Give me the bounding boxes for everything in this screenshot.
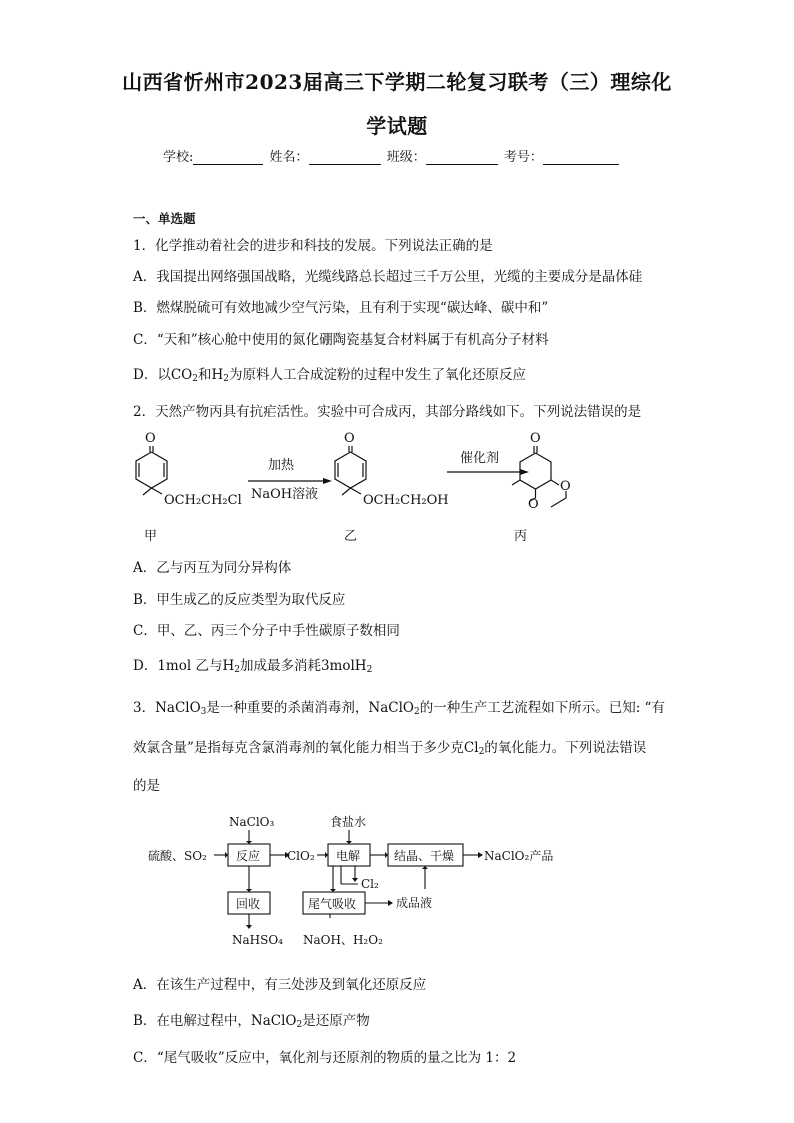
exam-title-line2: 学试题 [366, 114, 428, 138]
cl2-label: Cl₂ [361, 877, 379, 891]
q1-option-b: B．燃煤脱硫可有效地减少空气污染，且有利于实现“碳达峰、碳中和” [133, 300, 549, 316]
bing-oxygen-label: O [530, 431, 541, 446]
school-label: 学校: [163, 150, 194, 165]
q1-option-a: A．我国提出网络强国战略，光缆线路总长超过三千万公里，光缆的主要成分是晶体硅 [133, 269, 643, 285]
number-label: 考号： [503, 150, 543, 165]
student-info-fields [163, 146, 621, 165]
section-heading: 一、单选题 [133, 211, 196, 226]
jia-substituent: OCH₂CH₂Cl [164, 493, 242, 508]
finished-liquid-label: 成品液 [396, 896, 433, 910]
q3-option-a: A．在该生产过程中，有三处涉及到氧化还原反应 [133, 977, 427, 993]
crystal-dry-label: 结晶、干燥 [394, 849, 455, 863]
q2-option-d: D．1mol 乙与$H_2$加成最多消耗3molH$_2$ [133, 658, 373, 675]
compound-bing-label: 丙 [514, 529, 528, 544]
jia-oxygen-label: O [145, 431, 156, 446]
class-field[interactable] [426, 150, 498, 165]
q3-option-c: C．“尾气吸收”反应中，氧化剂与还原剂的物质的量之比为 1：2 [133, 1050, 517, 1066]
naclo3-label: NaClO₃ [229, 815, 275, 829]
q2-option-b: B．甲生成乙的反应类型为取代反应 [133, 592, 346, 608]
electrolysis-label: 电解 [336, 849, 361, 863]
arrow1-top-label: 加热 [268, 458, 295, 473]
q1-stem: 1．化学推动着社会的进步和科技的发展。下列说法正确的是 [133, 238, 493, 254]
q2-option-c: C．甲、乙、丙三个分子中手性碳原子数相同 [133, 623, 400, 639]
q3-stem-line1: 3．NaClO$_3$是一种重要的杀菌消毒剂，NaClO$_2$的一种生产工艺流程如下所示。已知: “有 [133, 700, 665, 717]
school-field[interactable] [193, 150, 263, 165]
exam-title-line1: 山西省忻州市2023届高三下学期二轮复习联考（三）理综化 [122, 70, 672, 94]
q3-stem-line3: 的是 [133, 778, 160, 794]
acid-so2-label: 硫酸、SO₂ [148, 849, 207, 863]
q2-option-a: A．乙与丙互为同分异构体 [133, 560, 292, 576]
name-field[interactable] [309, 150, 381, 165]
yi-oxygen-label: O [344, 431, 355, 446]
name-label: 姓名： [269, 150, 309, 165]
nahso4-label: NaHSO₄ [232, 933, 283, 947]
recover-label: 回收 [236, 897, 261, 911]
product-label: NaClO₂产品 [484, 849, 554, 863]
compound-jia-label: 甲 [144, 529, 158, 544]
number-field[interactable] [543, 150, 619, 165]
q1-option-d: D．以$CO_2$和$H_2$为原料人工合成淀粉的过程中发生了氧化还原反应 [133, 367, 526, 384]
brine-label: 食盐水 [330, 815, 367, 829]
tail-absorb-label: 尾气吸收 [308, 897, 357, 911]
yi-substituent: OCH₂CH₂OH [363, 493, 449, 508]
q1-option-c: C．“天和”核心舱中使用的氮化硼陶瓷基复合材料属于有机高分子材料 [133, 332, 549, 348]
q2-stem: 2．天然产物丙具有抗疟活性。实验中可合成丙，其部分路线如下。下列说法错误的是 [133, 404, 642, 420]
q3-option-b: B．在电解过程中，NaClO$_2$是还原产物 [133, 1013, 370, 1030]
reaction-label: 反应 [236, 849, 261, 863]
q3-stem-line2: 效氯含量”是指每克含氯消毒剂的氧化能力相当于多少克$Cl_2$的氧化能力。下列说法错误 [133, 740, 647, 757]
compound-yi-label: 乙 [344, 529, 358, 544]
clo2-label: ClO₂ [287, 849, 315, 863]
bing-ring-oxygen-1: O [560, 479, 571, 494]
arrow1-bottom-label: NaOH溶液 [251, 487, 319, 502]
class-label: 班级： [386, 150, 426, 165]
q3-process-flowchart [140, 808, 580, 953]
bing-ring-oxygen-2: O [528, 497, 539, 512]
q2-synthesis-scheme [120, 428, 590, 553]
naoh-h2o2-label: NaOH、H₂O₂ [303, 933, 383, 947]
arrow2-top-label: 催化剂 [460, 451, 500, 466]
